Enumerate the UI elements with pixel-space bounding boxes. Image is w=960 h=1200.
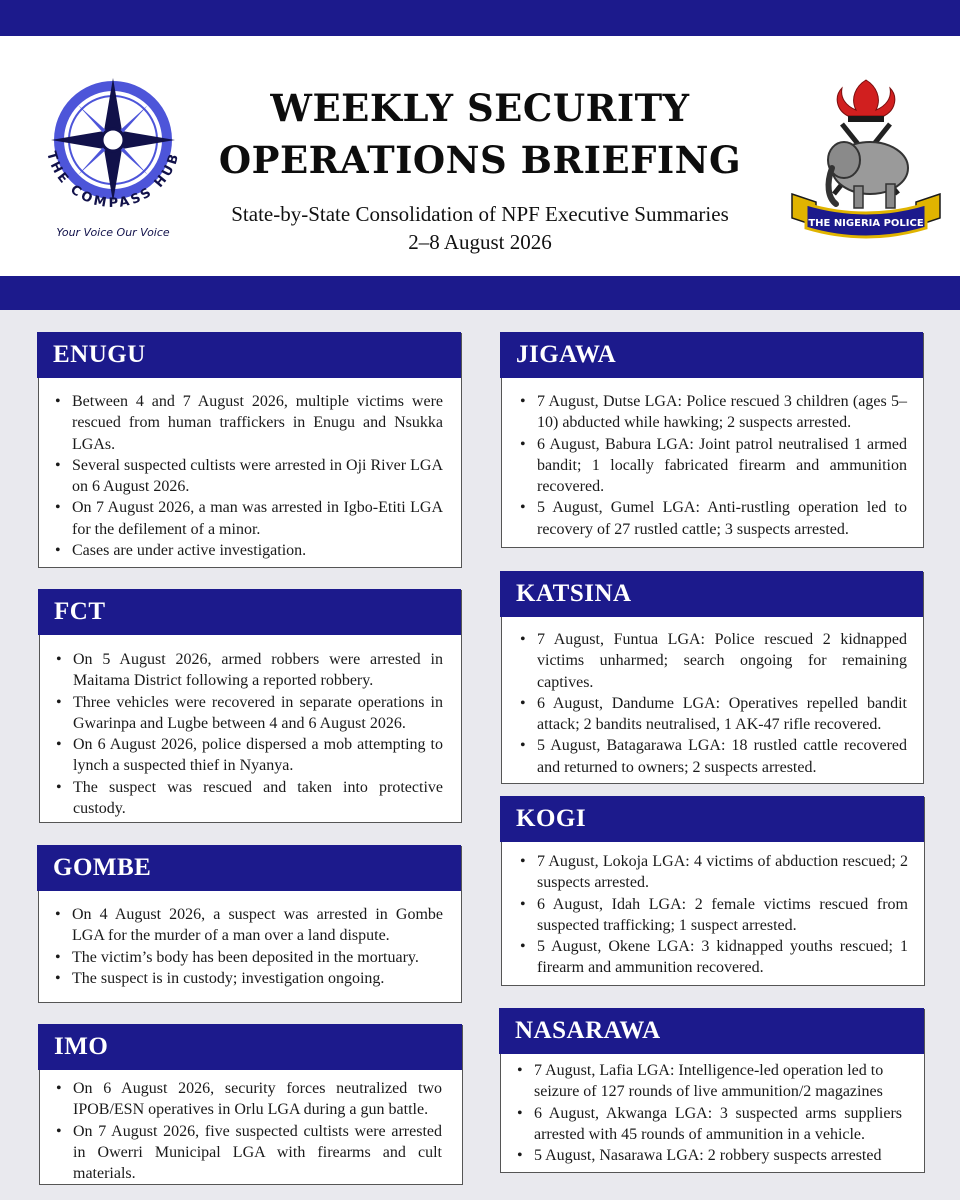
section-imo <box>39 1025 463 1185</box>
section-title-kogi: KOGI <box>500 796 924 842</box>
list-item: • On 7 August 2026, five suspected cultists were arrested in Owerri Municipal LGA with firearms and cult materials. <box>56 1121 442 1185</box>
imo-list <box>40 1078 462 1184</box>
section-title-gombe: GOMBE <box>37 845 461 891</box>
list-item: • Three vehicles were recovered in separate operations in Gwarinpa and Lugbe between 4 and 6 August 2026. <box>56 692 443 735</box>
list-item: • 6 August, Dandume LGA: Operatives repelled bandit attack; 2 bandits neutralised, 1 AK-47 rifle recovered. <box>520 693 907 736</box>
section-kogi <box>501 797 925 986</box>
subtitle: State-by-State Consolidation of NPF Executive Summaries <box>231 202 729 226</box>
top-banner-bar <box>0 0 960 36</box>
enugu-list <box>39 391 461 561</box>
list-item: • 5 August, Okene LGA: 3 kidnapped youths rescued; 1 firearm and ammunition recovered. <box>520 936 908 979</box>
list-item: • 7 August, Dutse LGA: Police rescued 3 children (ages 5–10) abducted while hawking; 2 suspects arrested. <box>520 391 907 434</box>
list-item: • The suspect is in custody; investigation ongoing. <box>55 968 443 989</box>
title-line-2: OPERATIONS BRIEFING <box>218 138 742 182</box>
list-item: • The suspect was rescued and taken into protective custody. <box>56 777 443 820</box>
katsina-list <box>502 629 923 778</box>
nigeria-police-crest <box>786 76 946 246</box>
page-title <box>200 82 760 186</box>
list-item: • Several suspected cultists were arrested in Oji River LGA on 6 August 2026. <box>55 455 443 498</box>
header-divider-bar <box>0 276 960 310</box>
section-enugu <box>38 333 462 568</box>
section-gombe <box>38 846 462 1003</box>
svg-text:Your Voice Our Voice: Your Voice Our Voice <box>56 226 170 239</box>
list-item: • On 7 August 2026, a man was arrested in Igbo-Etiti LGA for the defilement of a minor. <box>55 497 443 540</box>
section-title-fct: FCT <box>38 589 461 635</box>
list-item: • 6 August, Akwanga LGA: 3 suspected arms suppliers arrested with 45 rounds of ammunition in a vehicle. <box>517 1103 902 1146</box>
section-title-nasarawa: NASARAWA <box>499 1008 924 1054</box>
subtitle-block <box>160 200 800 256</box>
section-katsina <box>501 572 924 784</box>
section-title-katsina: KATSINA <box>500 571 923 617</box>
section-title-jigawa: JIGAWA <box>500 332 923 378</box>
police-crest-icon <box>786 76 946 246</box>
list-item: • On 4 August 2026, a suspect was arrested in Gombe LGA for the murder of a man over a land dispute. <box>55 904 443 947</box>
fct-list <box>40 649 461 819</box>
gombe-list <box>39 904 461 989</box>
kogi-list <box>502 851 924 979</box>
date-range: 2–8 August 2026 <box>408 230 552 254</box>
section-nasarawa <box>500 1009 925 1173</box>
list-item: • 7 August, Lafia LGA: Intelligence-led operation led to seizure of 127 rounds of live ammunition/2 magazines <box>517 1060 902 1103</box>
list-item: • Cases are under active investigation. <box>55 540 443 561</box>
section-jigawa <box>501 333 924 548</box>
list-item: • 5 August, Batagarawa LGA: 18 rustled cattle recovered and returned to owners; 2 suspects arrested. <box>520 735 907 778</box>
list-item: • 7 August, Funtua LGA: Police rescued 2 kidnapped victims unharmed; search ongoing for remaining captives. <box>520 629 907 693</box>
section-title-enugu: ENUGU <box>37 332 461 378</box>
nasarawa-list <box>501 1060 924 1166</box>
list-item: • On 5 August 2026, armed robbers were arrested in Maitama District following a reported robbery. <box>56 649 443 692</box>
svg-text:THE COMPASS HUB: THE COMPASS HUB <box>43 149 183 212</box>
list-item: • The victim’s body has been deposited in the mortuary. <box>55 947 443 968</box>
list-item: • 5 August, Gumel LGA: Anti-rustling operation led to recovery of 27 rustled cattle; 3 suspects arrested. <box>520 497 907 540</box>
svg-text:THE NIGERIA POLICE: THE NIGERIA POLICE <box>808 218 924 229</box>
list-item: • On 6 August 2026, police dispersed a mob attempting to lynch a suspected thief in Nyanya. <box>56 734 443 777</box>
section-title-imo: IMO <box>38 1024 462 1070</box>
list-item: • 6 August, Idah LGA: 2 female victims rescued from suspected trafficking; 1 suspect arrested. <box>520 894 908 937</box>
list-item: • On 6 August 2026, security forces neutralized two IPOB/ESN operatives in Orlu LGA during a gun battle. <box>56 1078 442 1121</box>
section-fct <box>39 590 462 823</box>
list-item: • 7 August, Lokoja LGA: 4 victims of abduction rescued; 2 suspects arrested. <box>520 851 908 894</box>
title-line-1: WEEKLY SECURITY <box>270 86 690 130</box>
list-item: • 6 August, Babura LGA: Joint patrol neutralised 1 armed bandit; 1 locally fabricated firearm and ammunition recovered. <box>520 434 907 498</box>
list-item: • Between 4 and 7 August 2026, multiple victims were rescued from human traffickers in Enugu and Nsukka LGAs. <box>55 391 443 455</box>
jigawa-list <box>502 391 923 540</box>
list-item: • 5 August, Nasarawa LGA: 2 robbery suspects arrested <box>517 1145 902 1166</box>
